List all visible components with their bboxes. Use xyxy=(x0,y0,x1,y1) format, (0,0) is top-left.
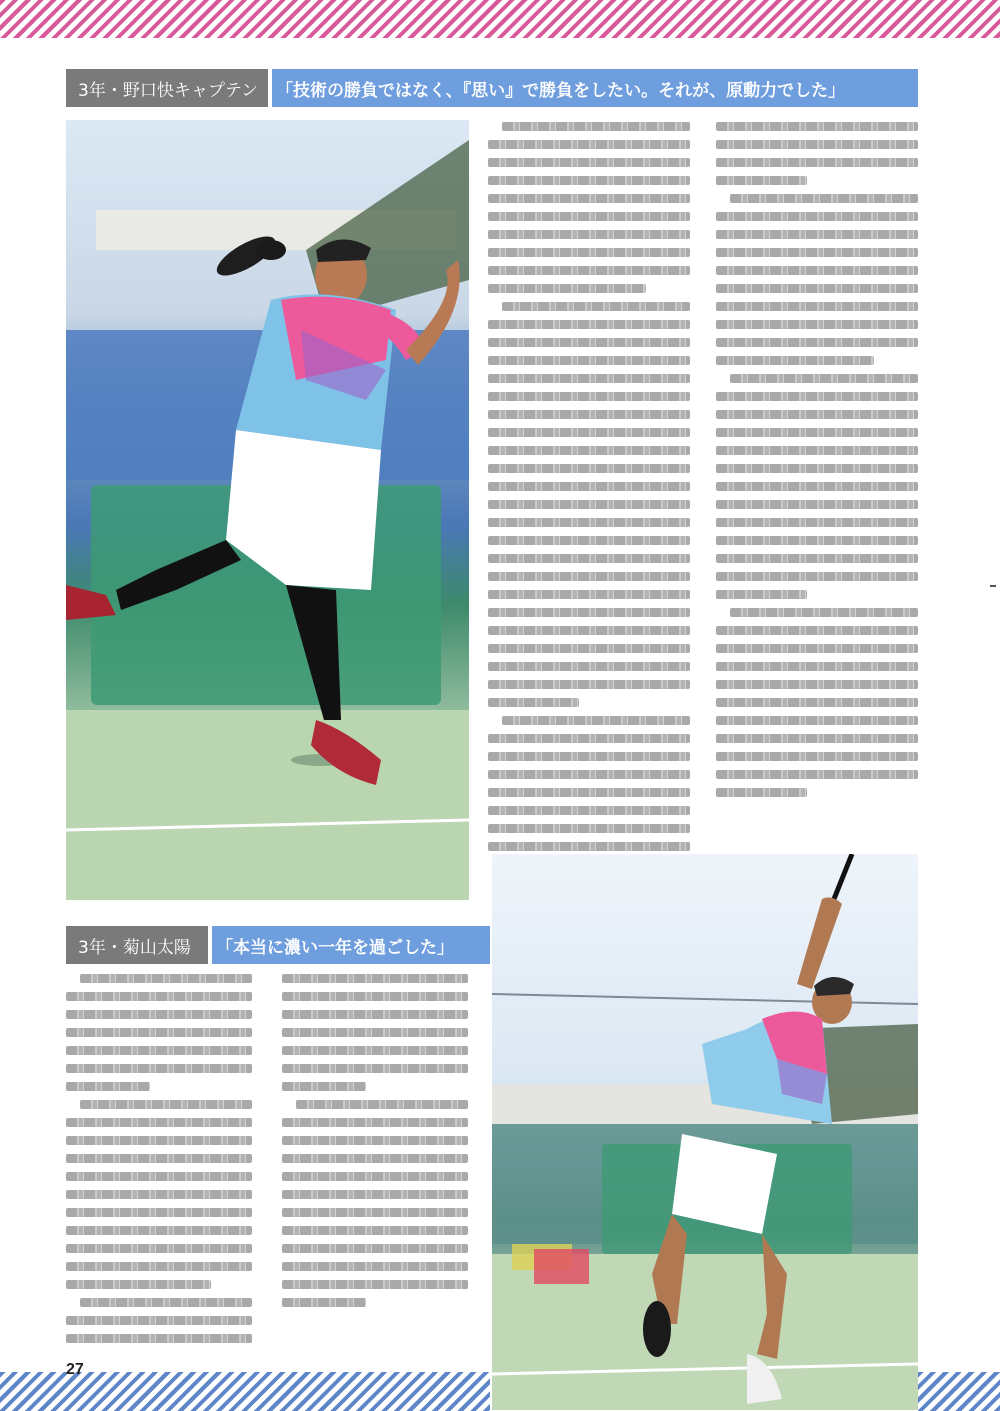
kikuyama-article-column-2 xyxy=(282,974,468,1316)
player-quote: 「技術の勝負ではなく、『思い』で勝負をしたい。それが、原動力でした」 xyxy=(268,69,918,107)
section-header-captain xyxy=(66,69,918,107)
player-quote: 「本当に濃い一年を過ごした」 xyxy=(208,926,490,964)
captain-article-column-1 xyxy=(488,122,690,860)
player-tag: 3年・菊山太陽 xyxy=(66,926,208,964)
section-header-kikuyama xyxy=(66,926,490,964)
captain-article-column-2 xyxy=(716,122,918,806)
player-tag: 3年・野口快キャプテン xyxy=(66,69,268,107)
photo-kikuyama-serve xyxy=(492,854,918,1410)
top-decorative-stripe xyxy=(0,0,1000,38)
page-edge-mark xyxy=(990,585,996,587)
bottom-decorative-stripe xyxy=(918,1372,1000,1411)
photo-captain-forehand xyxy=(66,120,469,900)
kikuyama-article-column-1 xyxy=(66,974,252,1352)
page-number: 27 xyxy=(66,1361,84,1378)
